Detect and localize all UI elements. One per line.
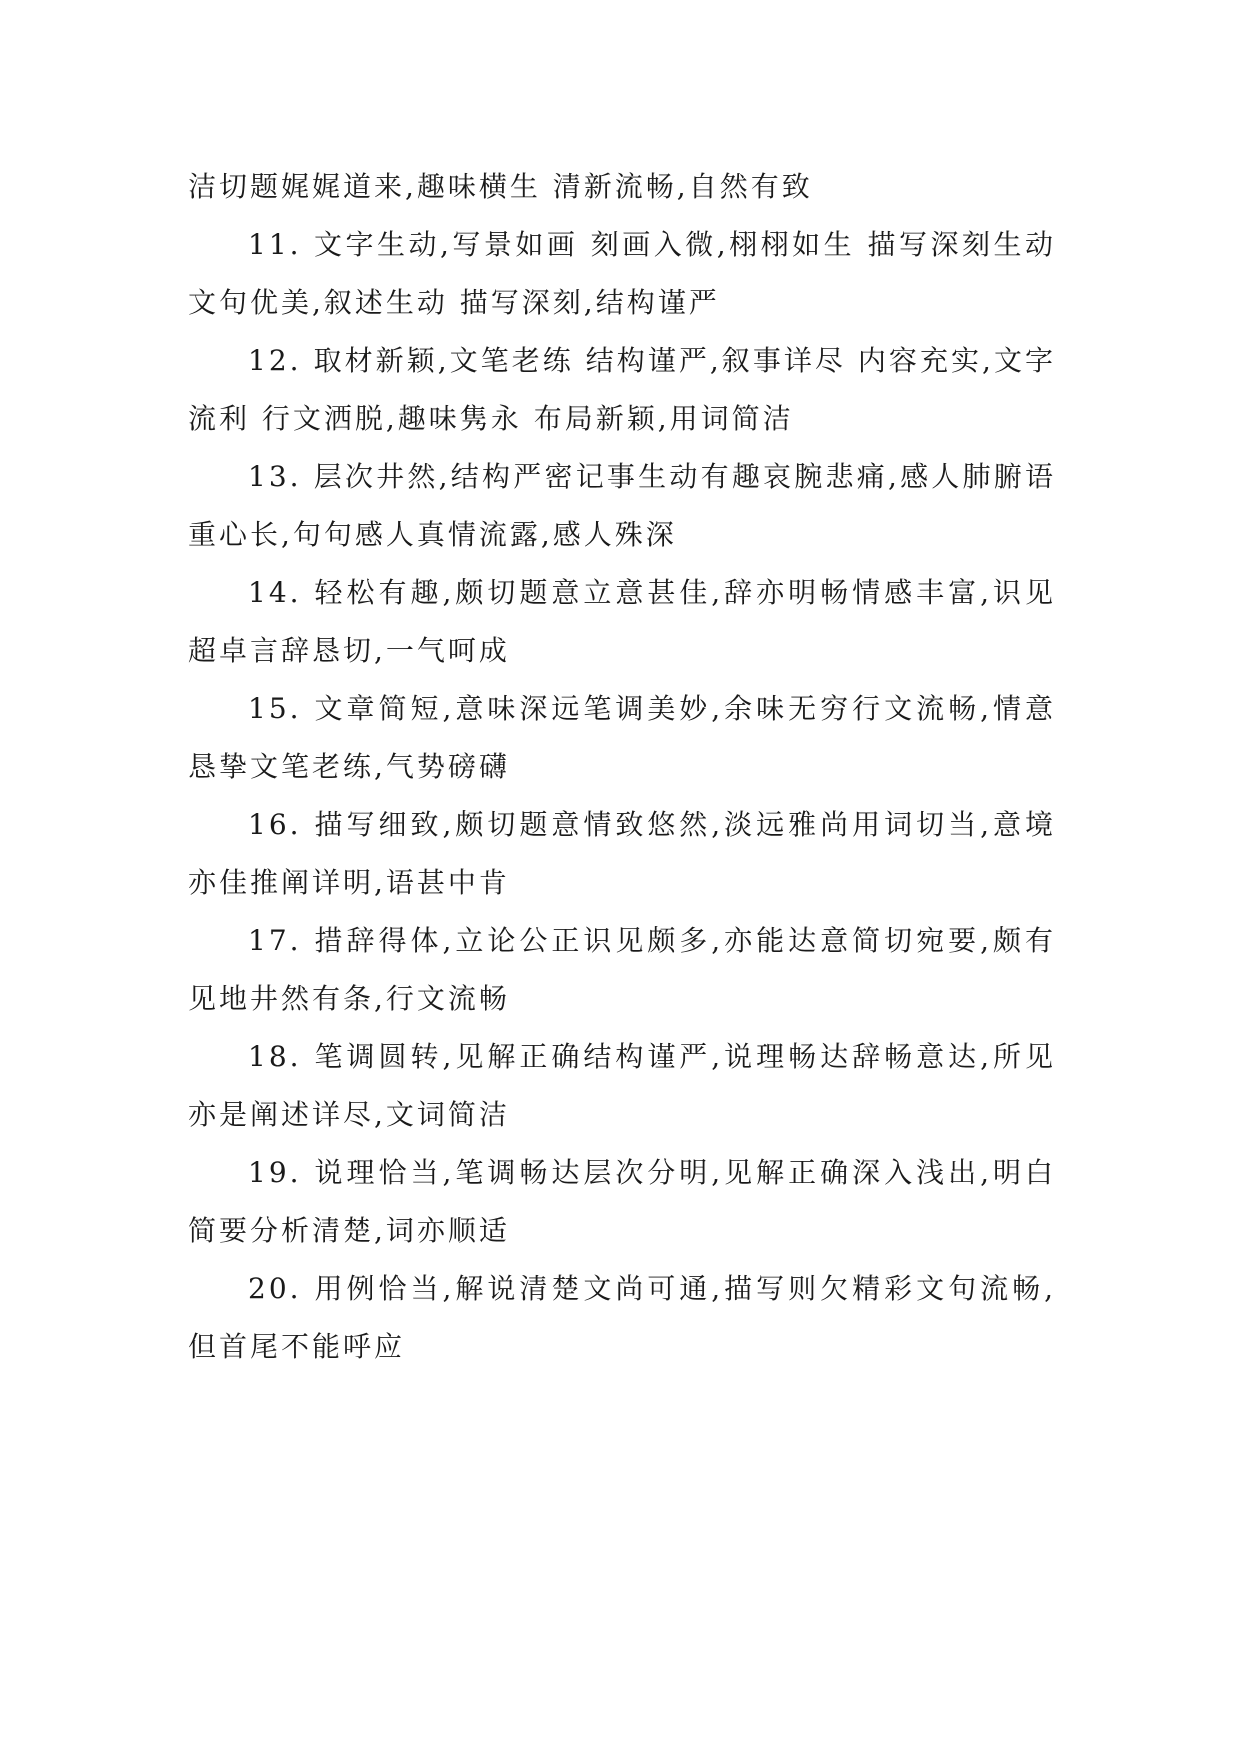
paragraph-item [188,1028,1056,1144]
item-number: 20. [248,1272,302,1305]
item-number: 17. [248,924,302,957]
paragraph-text: 用例恰当,解说清楚文尚可通,描写则欠精彩文句流畅,但首尾不能呼应 [188,1272,1056,1363]
item-number: 12. [248,344,302,377]
paragraph-item [188,680,1056,796]
item-number: 18. [248,1040,302,1073]
paragraph-text: 文章简短,意味深远笔调美妙,余味无穷行文流畅,情意恳挚文笔老练,气势磅礴 [188,692,1056,783]
item-number: 13. [248,460,302,493]
paragraph-item [188,796,1056,912]
document-body [188,158,1056,1376]
paragraph-continued [188,158,1056,216]
paragraph-item [188,912,1056,1028]
paragraph-item [188,448,1056,564]
paragraph-text: 层次井然,结构严密记事生动有趣哀腕悲痛,感人肺腑语重心长,句句感人真情流露,感人殊深 [188,460,1056,551]
paragraph-text: 文字生动,写景如画 刻画入微,栩栩如生 描写深刻生动 文句优美,叙述生动 描写深刻,结构谨严 [188,228,1056,319]
paragraph-text: 洁切题娓娓道来,趣味横生 清新流畅,自然有致 [188,170,813,203]
item-number: 16. [248,808,302,841]
item-number: 19. [248,1156,302,1189]
paragraph-text: 说理恰当,笔调畅达层次分明,见解正确深入浅出,明白简要分析清楚,词亦顺适 [188,1156,1056,1247]
paragraph-text: 取材新颖,文笔老练 结构谨严,叙事详尽 内容充实,文字流利 行文洒脱,趣味隽永 布局新颖,用词简洁 [188,344,1056,435]
paragraph-text: 描写细致,颇切题意情致悠然,淡远雅尚用词切当,意境亦佳推阐详明,语甚中肯 [188,808,1056,899]
item-number: 11. [248,228,302,261]
item-number: 15. [248,692,302,725]
paragraph-item [188,216,1056,332]
paragraph-item [188,332,1056,448]
paragraph-item [188,1260,1056,1376]
paragraph-text: 措辞得体,立论公正识见颇多,亦能达意简切宛要,颇有见地井然有条,行文流畅 [188,924,1056,1015]
paragraph-text: 笔调圆转,见解正确结构谨严,说理畅达辞畅意达,所见亦是阐述详尽,文词简洁 [188,1040,1056,1131]
paragraph-item [188,1144,1056,1260]
paragraph-text: 轻松有趣,颇切题意立意甚佳,辞亦明畅情感丰富,识见超卓言辞恳切,一气呵成 [188,576,1056,667]
paragraph-item [188,564,1056,680]
item-number: 14. [248,576,302,609]
